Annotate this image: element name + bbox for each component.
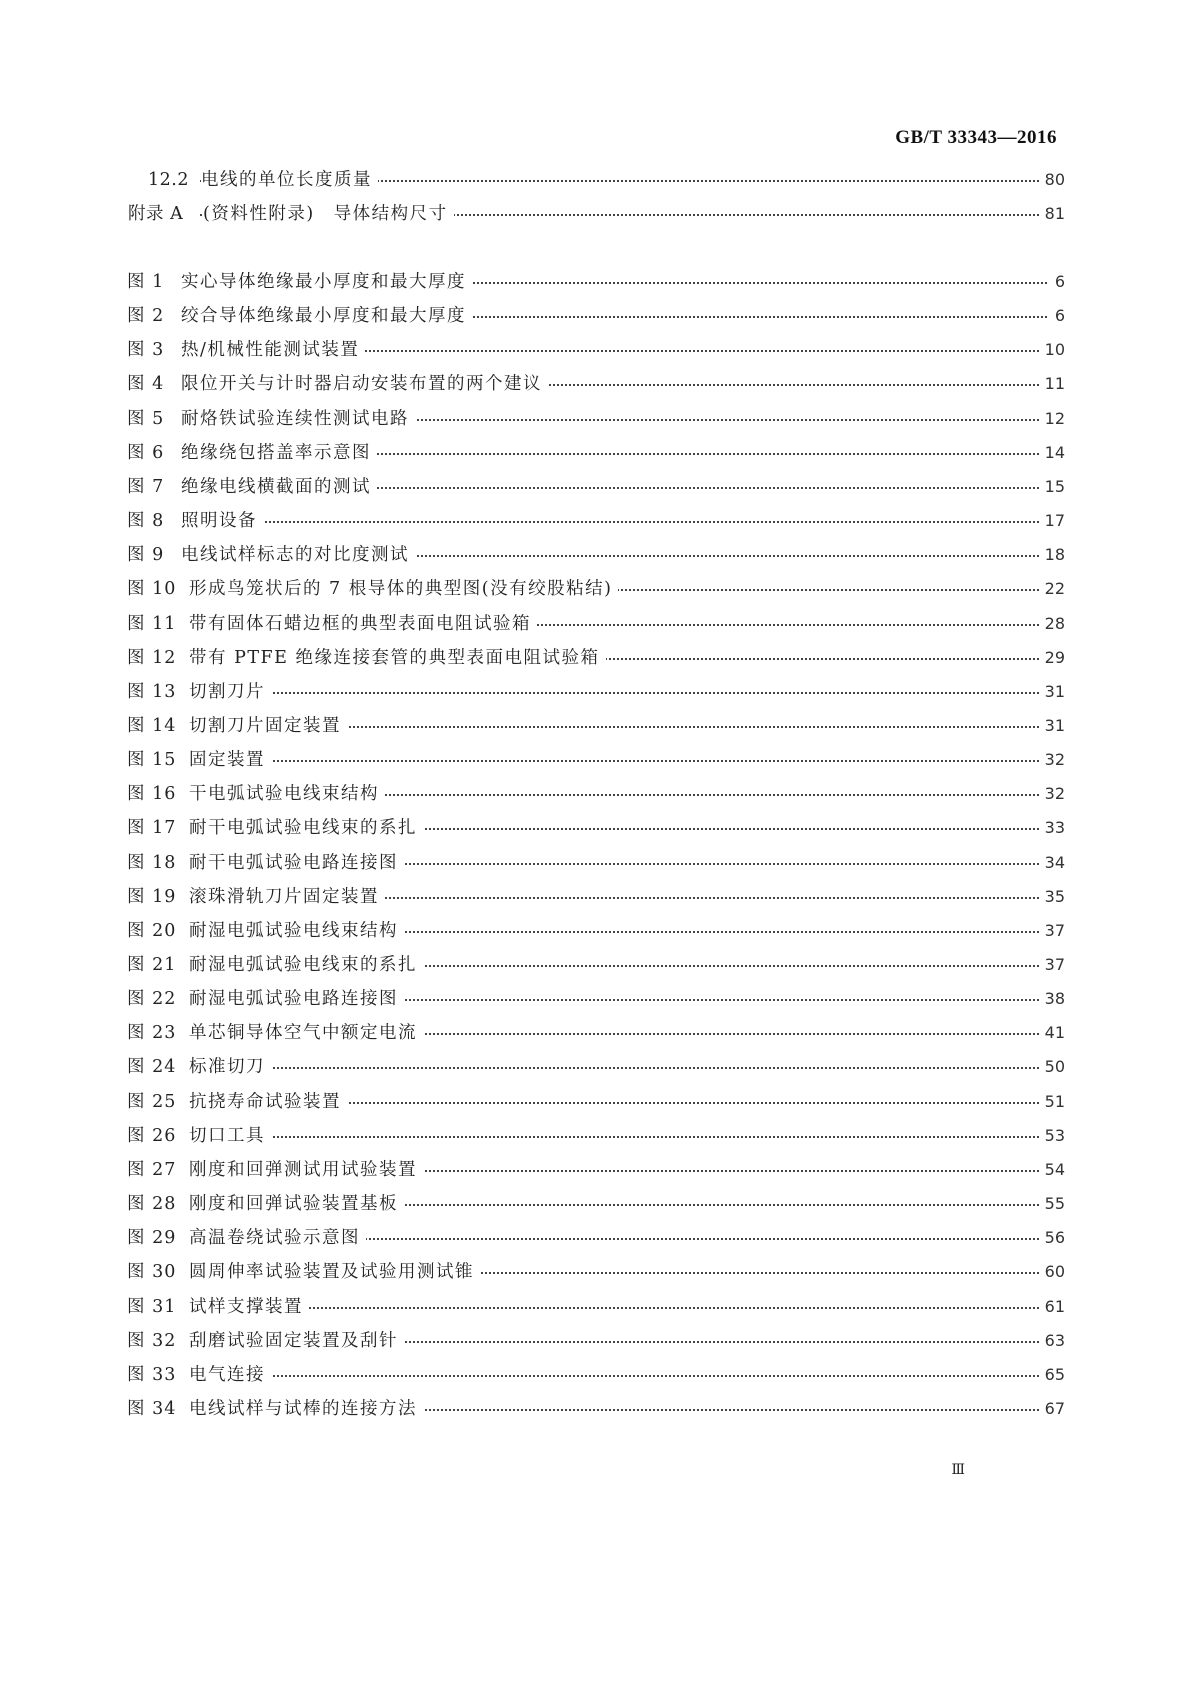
- figure-title: 带有 PTFE 绝缘连接套管的典型表面电阻试验箱: [189, 644, 606, 672]
- figure-label: 图 6: [127, 443, 165, 463]
- figure-label: 图 34: [127, 1399, 177, 1419]
- figure-label: 图 29: [127, 1228, 177, 1248]
- toc-section-line: [0, 166, 1191, 194]
- figure-page-number: 31: [1039, 678, 1065, 706]
- figure-entry: [0, 883, 1191, 911]
- figure-page-number: 17: [1039, 507, 1065, 535]
- figure-entry: [0, 268, 1191, 296]
- figure-label: 图 21: [127, 955, 177, 975]
- figure-title: 实心导体绝缘最小厚度和最大厚度: [181, 268, 472, 296]
- figure-entry: [0, 1156, 1191, 1184]
- figure-page-number: 51: [1039, 1088, 1065, 1116]
- figure-label: 图 18: [127, 853, 177, 873]
- toc-section-number: 附录 A: [128, 204, 184, 224]
- figure-title: 电气连接: [189, 1361, 271, 1389]
- figure-title: 电线试样标志的对比度测试: [181, 541, 415, 569]
- figure-title: 耐湿电弧试验电线束结构: [189, 917, 404, 945]
- dot-leader: [200, 692, 1055, 694]
- figure-entry: [0, 814, 1191, 842]
- figure-page-number: 38: [1039, 985, 1065, 1013]
- dot-leader: [200, 760, 1055, 762]
- figure-title: 照明设备: [181, 507, 263, 535]
- figure-label: 图 25: [127, 1092, 177, 1112]
- figure-page-number: 29: [1039, 644, 1065, 672]
- figure-entry: [0, 370, 1191, 398]
- figure-label: 图 28: [127, 1194, 177, 1214]
- toc-section-page: 81: [1039, 200, 1065, 228]
- figure-page-number: 15: [1039, 473, 1065, 501]
- figure-label: 图 19: [127, 887, 177, 907]
- figure-title: 限位开关与计时器启动安装布置的两个建议: [181, 370, 548, 398]
- figure-label: 图 15: [127, 750, 177, 770]
- figure-page-number: 53: [1039, 1122, 1065, 1150]
- figure-label: 图 22: [127, 989, 177, 1009]
- toc-section-line: [0, 200, 1191, 228]
- figure-label: 图 4: [127, 374, 165, 394]
- figure-title: 耐湿电弧试验电线束的系扎: [189, 951, 423, 979]
- figure-label: 图 26: [127, 1126, 177, 1146]
- figure-entry: [0, 644, 1191, 672]
- figure-title: 试样支撑装置: [189, 1293, 309, 1321]
- figure-entry: [0, 678, 1191, 706]
- figure-page-number: 63: [1039, 1327, 1065, 1355]
- figure-title: 刚度和回弹试验装置基板: [189, 1190, 404, 1218]
- figure-entry: [0, 712, 1191, 740]
- figure-title: 刚度和回弹测试用试验装置: [189, 1156, 423, 1184]
- figure-title: 圆周伸率试验装置及试验用测试锥: [189, 1258, 480, 1286]
- figure-entry: [0, 507, 1191, 535]
- figure-label: 图 16: [127, 784, 177, 804]
- figure-label: 图 20: [127, 921, 177, 941]
- figure-page-number: 65: [1039, 1361, 1065, 1389]
- figure-title: 刮磨试验固定装置及刮针: [189, 1327, 404, 1355]
- figure-title: 切割刀片: [189, 678, 271, 706]
- figure-label: 图 24: [127, 1057, 177, 1077]
- figure-page-number: 32: [1039, 780, 1065, 808]
- figure-entry: [0, 849, 1191, 877]
- figure-page-number: 28: [1039, 610, 1065, 638]
- figure-title: 形成鸟笼状后的 7 根导体的典型图(没有绞股粘结): [189, 575, 618, 603]
- figure-label: 图 10: [127, 579, 177, 599]
- figure-title: 干电弧试验电线束结构: [189, 780, 385, 808]
- figure-label: 图 31: [127, 1297, 177, 1317]
- figure-entry: [0, 1258, 1191, 1286]
- figure-label: 图 30: [127, 1262, 177, 1282]
- figure-entry: [0, 302, 1191, 330]
- figure-title: 标准切刀: [189, 1053, 271, 1081]
- figure-entry: [0, 336, 1191, 364]
- figure-page-number: 37: [1039, 951, 1065, 979]
- figure-entry: [0, 575, 1191, 603]
- figure-title: 绞合导体绝缘最小厚度和最大厚度: [181, 302, 472, 330]
- figure-title: 电线试样与试棒的连接方法: [189, 1395, 423, 1423]
- figure-page-number: 14: [1039, 439, 1065, 467]
- figure-entry: [0, 1190, 1191, 1218]
- figure-entry: [0, 780, 1191, 808]
- figure-entry: [0, 1327, 1191, 1355]
- figure-page-number: 61: [1039, 1293, 1065, 1321]
- figure-page-number: 41: [1039, 1019, 1065, 1047]
- figure-page-number: 60: [1039, 1258, 1065, 1286]
- figure-entry: [0, 1361, 1191, 1389]
- figure-page-number: 31: [1039, 712, 1065, 740]
- figure-label: 图 2: [127, 306, 165, 326]
- figure-entry: [0, 1019, 1191, 1047]
- figure-title: 带有固体石蜡边框的典型表面电阻试验箱: [189, 610, 537, 638]
- figure-entry: [0, 917, 1191, 945]
- figure-label: 图 33: [127, 1365, 177, 1385]
- figure-title: 固定装置: [189, 746, 271, 774]
- figure-entry: [0, 541, 1191, 569]
- figure-entry: [0, 1053, 1191, 1081]
- figure-title: 绝缘电线横截面的测试: [181, 473, 377, 501]
- toc-section-title: (资料性附录) 导体结构尺寸: [203, 200, 454, 228]
- figure-entry: [0, 1122, 1191, 1150]
- figure-page-number: 55: [1039, 1190, 1065, 1218]
- figure-label: 图 23: [127, 1023, 177, 1043]
- toc-section-page: 80: [1039, 166, 1065, 194]
- figure-title: 绝缘绕包搭盖率示意图: [181, 439, 377, 467]
- figure-label: 图 12: [127, 648, 177, 668]
- figure-label: 图 5: [127, 409, 165, 429]
- figure-page-number: 6: [1049, 302, 1065, 330]
- figure-title: 单芯铜导体空气中额定电流: [189, 1019, 423, 1047]
- dot-leader: [200, 1375, 1055, 1377]
- figure-entry: [0, 1395, 1191, 1423]
- figure-page-number: 34: [1039, 849, 1065, 877]
- figure-label: 图 3: [127, 340, 165, 360]
- toc-section-number: 12.2: [148, 170, 189, 190]
- figure-entry: [0, 951, 1191, 979]
- figure-title: 耐干电弧试验电路连接图: [189, 849, 404, 877]
- figure-page-number: 33: [1039, 814, 1065, 842]
- figure-page-number: 54: [1039, 1156, 1065, 1184]
- figure-page-number: 18: [1039, 541, 1065, 569]
- dot-leader: [200, 1067, 1055, 1069]
- figure-entry: [0, 405, 1191, 433]
- figure-page-number: 50: [1039, 1053, 1065, 1081]
- standard-code: GB/T 33343—2016: [895, 127, 1057, 148]
- figure-title: 滚珠滑轨刀片固定装置: [189, 883, 385, 911]
- figure-page-number: 56: [1039, 1224, 1065, 1252]
- figure-title: 耐干电弧试验电线束的系扎: [189, 814, 423, 842]
- figure-label: 图 13: [127, 682, 177, 702]
- figure-title: 切割刀片固定装置: [189, 712, 347, 740]
- figure-label: 图 14: [127, 716, 177, 736]
- figure-label: 图 32: [127, 1331, 177, 1351]
- figure-entry: [0, 610, 1191, 638]
- toc-section-title: 电线的单位长度质量: [201, 166, 378, 194]
- figure-label: 图 7: [127, 477, 165, 497]
- figure-page-number: 22: [1039, 575, 1065, 603]
- figure-label: 图 8: [127, 511, 165, 531]
- figure-page-number: 11: [1039, 370, 1065, 398]
- figure-entry: [0, 439, 1191, 467]
- figure-title: 抗挠寿命试验装置: [189, 1088, 347, 1116]
- figure-page-number: 6: [1049, 268, 1065, 296]
- figure-page-number: 67: [1039, 1395, 1065, 1423]
- figure-title: 耐湿电弧试验电路连接图: [189, 985, 404, 1013]
- dot-leader: [200, 1136, 1055, 1138]
- figure-page-number: 10: [1039, 336, 1065, 364]
- figure-label: 图 1: [127, 272, 165, 292]
- figure-label: 图 9: [127, 545, 165, 565]
- figure-title: 切口工具: [189, 1122, 271, 1150]
- figure-label: 图 11: [127, 614, 177, 634]
- figure-entry: [0, 1224, 1191, 1252]
- figure-page-number: 12: [1039, 405, 1065, 433]
- figure-label: 图 17: [127, 818, 177, 838]
- figure-title: 热/机械性能测试装置: [181, 336, 365, 364]
- dot-leader: [200, 1307, 1055, 1309]
- figure-entry: [0, 473, 1191, 501]
- figure-title: 高温卷绕试验示意图: [189, 1224, 366, 1252]
- footer-page-number: Ⅲ: [951, 1463, 965, 1478]
- figure-page-number: 32: [1039, 746, 1065, 774]
- figure-label: 图 27: [127, 1160, 177, 1180]
- figure-page-number: 37: [1039, 917, 1065, 945]
- dot-leader: [200, 521, 1055, 523]
- figure-title: 耐烙铁试验连续性测试电路: [181, 405, 415, 433]
- figure-entry: [0, 1293, 1191, 1321]
- figure-entry: [0, 746, 1191, 774]
- figure-entry: [0, 1088, 1191, 1116]
- figure-entry: [0, 985, 1191, 1013]
- figure-page-number: 35: [1039, 883, 1065, 911]
